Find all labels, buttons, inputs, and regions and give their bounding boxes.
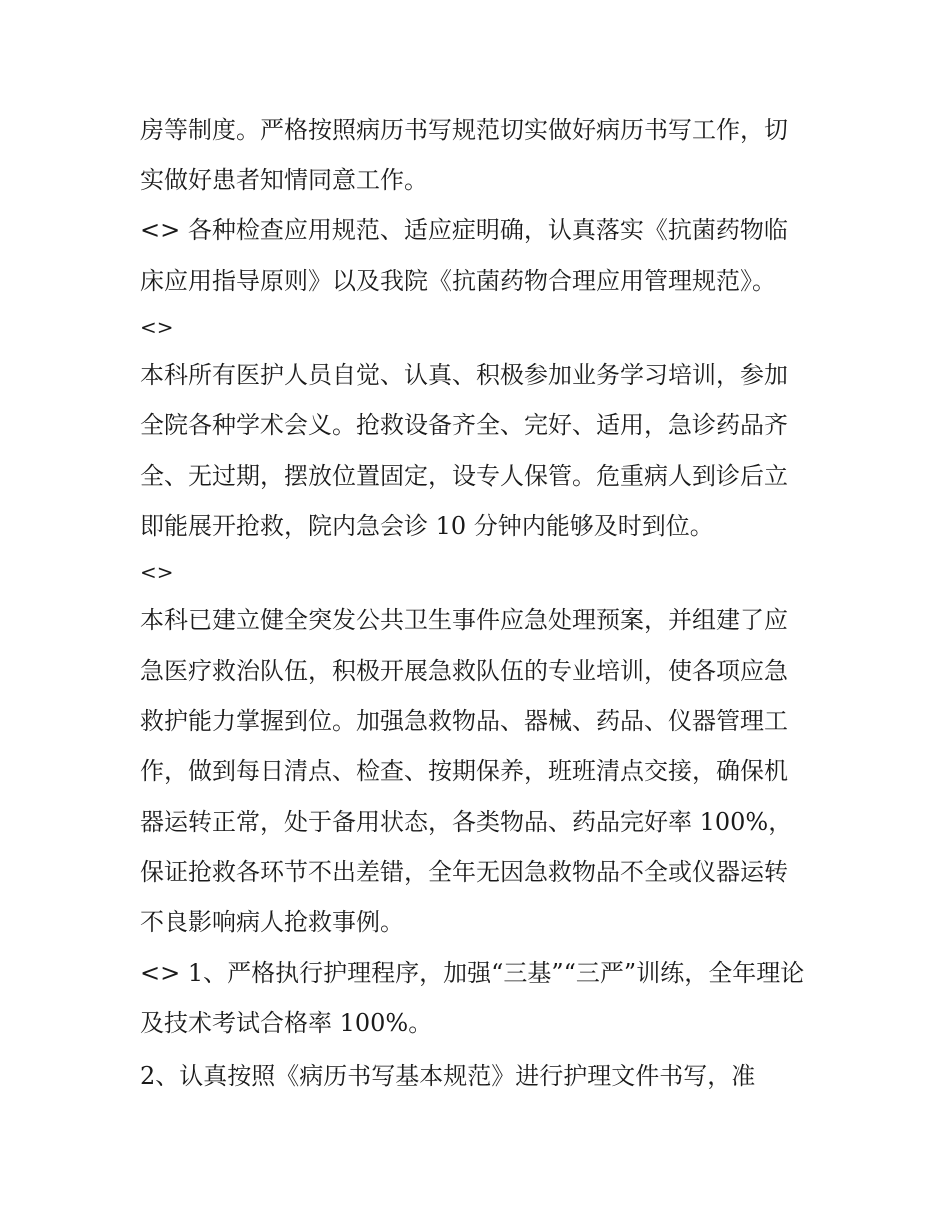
text-line: 全院各种学术会义。抢救设备齐全、完好、适用，急诊药品齐 (140, 411, 788, 439)
text-line: 急医疗救治队伍，积极开展急救队伍的专业培训，使各项应急 (140, 657, 788, 685)
text-line: <> 各种检查应用规范、适应症明确，认真落实《抗菌药物临 (140, 216, 788, 244)
text-line: 器运转正常，处于备用状态，各类物品、药品完好率 100%， (140, 808, 793, 836)
text-line: 及技术考试合格率 100%。 (140, 1009, 433, 1037)
text-line: 作，做到每日清点、检查、按期保养，班班清点交接，确保机 (140, 757, 788, 785)
text-line: 不良影响病人抢救事例。 (140, 908, 404, 936)
text-line: 床应用指导原则》以及我院《抗菌药物合理应用管理规范》。 (140, 267, 776, 295)
text-line: 全、无过期，摆放位置固定，设专人保管。危重病人到诊后立 (140, 462, 788, 490)
text-line: <> (140, 560, 174, 584)
text-line: <> 1、严格执行护理程序，加强“三基”“三严”训练，全年理论 (140, 959, 805, 987)
text-line: 实做好患者知情同意工作。 (140, 166, 428, 194)
text-line: 房等制度。严格按照病历书写规范切实做好病历书写工作，切 (140, 116, 788, 144)
text-line: 2、认真按照《病历书写基本规范》进行护理文件书写，准 (140, 1062, 756, 1090)
text-line: 保证抢救各环节不出差错，全年无因急救物品不全或仪器运转 (140, 858, 788, 886)
text-line: <> (140, 315, 174, 339)
text-line: 本科已建立健全突发公共卫生事件应急处理预案，并组建了应 (140, 606, 788, 634)
text-line: 即能展开抢救，院内急会诊 10 分钟内能够及时到位。 (140, 512, 714, 540)
text-line: 救护能力掌握到位。加强急救物品、器械、药品、仪器管理工 (140, 707, 788, 735)
text-line: 本科所有医护人员自觉、认真、积极参加业务学习培训，参加 (140, 361, 788, 389)
